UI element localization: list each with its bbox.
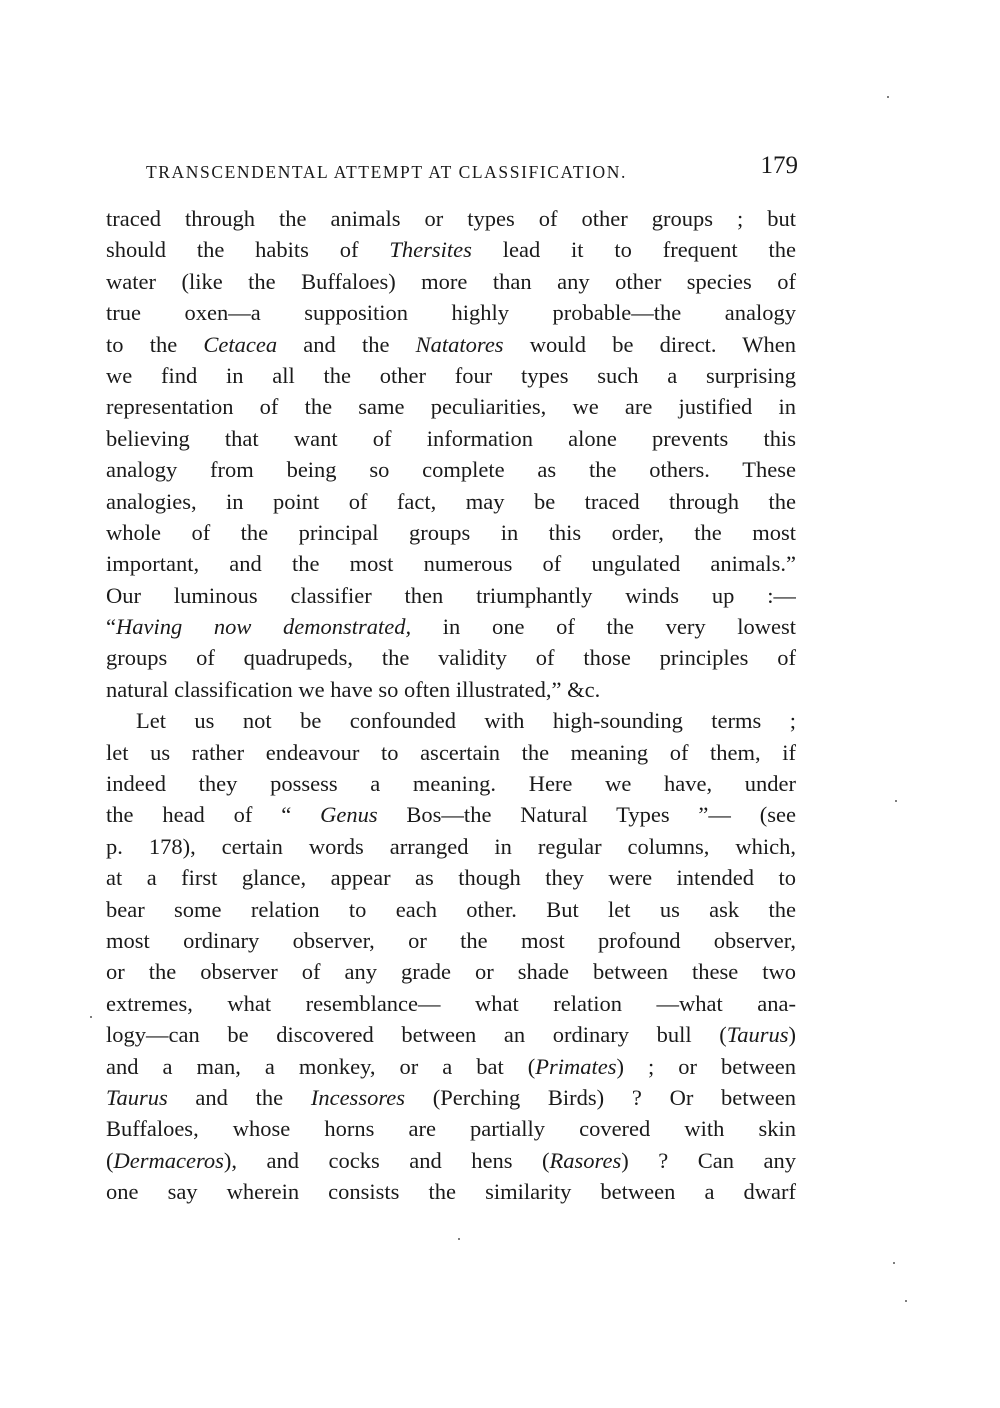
text-line xyxy=(106,234,796,265)
text-run: Our luminous classifier then triumphantly winds up :— xyxy=(106,582,796,608)
text-run: groups of quadrupeds, the validity of those principles of xyxy=(106,645,796,671)
text-run: indeed they possess a meaning. Here we have, under xyxy=(106,771,796,797)
text-run: to the xyxy=(106,331,204,357)
text-run: logy—can be discovered between an ordinary bull ( xyxy=(106,1022,727,1048)
text-line xyxy=(106,266,796,297)
text-line xyxy=(106,674,796,705)
text-run: believing that want of information alone prevents this xyxy=(106,425,796,451)
scan-speck xyxy=(458,1238,460,1240)
text-run: and the xyxy=(277,331,416,357)
text-line xyxy=(106,329,796,360)
text-line xyxy=(106,831,796,862)
scan-speck xyxy=(887,96,889,98)
text-run: “ xyxy=(106,614,116,640)
text-run: extremes, what resemblance— what relation —what ana- xyxy=(106,990,796,1016)
text-run: and the xyxy=(167,1084,311,1110)
scan-speck xyxy=(893,1262,895,1264)
text-run: ) ; or between xyxy=(616,1053,796,1079)
text-line xyxy=(106,642,796,673)
text-line xyxy=(106,580,796,611)
text-line xyxy=(106,203,796,234)
text-run: in one of the very lowest xyxy=(411,614,796,640)
text-run: traced through the animals or types of other groups ; but xyxy=(106,206,796,231)
page-number: 179 xyxy=(760,152,798,179)
italic-term: Natatores xyxy=(415,331,504,357)
text-run: or the observer of any grade or shade between these two xyxy=(106,959,796,985)
italic-term: Taurus xyxy=(726,1022,789,1048)
text-run: p. 178), certain words arranged in regular columns, which, xyxy=(106,833,796,859)
text-line xyxy=(106,737,796,768)
italic-term: Dermaceros xyxy=(113,1147,224,1173)
text-run: representation of the same peculiarities, we are justified in xyxy=(106,394,796,420)
text-line xyxy=(106,297,796,328)
text-run: we find in all the other four types such a surprising xyxy=(106,362,796,388)
text-run: analogy from being so complete as the others. These xyxy=(106,457,796,483)
text-run: ) ? Can any xyxy=(621,1147,796,1173)
scan-speck xyxy=(90,1016,92,1018)
text-run: water (like the Buffaloes) more than any other species of xyxy=(106,268,796,294)
text-run: one say wherein consists the similarity between a dwarf xyxy=(106,1179,796,1205)
italic-term: Taurus xyxy=(106,1084,168,1110)
text-line xyxy=(106,956,796,987)
running-head xyxy=(146,152,798,188)
text-run: would be direct. When xyxy=(503,331,796,357)
text-run: most ordinary observer, or the most profound observer, xyxy=(106,927,796,953)
text-run: and a man, a monkey, or a bat ( xyxy=(106,1053,536,1079)
text-run: natural classification we have so often illustrated,” &c. xyxy=(106,676,601,702)
text-run: lead it to frequent the xyxy=(471,237,796,263)
text-line xyxy=(106,548,796,579)
text-run: should the habits of xyxy=(106,237,390,263)
text-line xyxy=(106,862,796,893)
text-line xyxy=(106,768,796,799)
italic-term: Primates xyxy=(535,1053,617,1079)
text-line xyxy=(106,925,796,956)
text-run: let us rather endeavour to ascertain the meaning of them, if xyxy=(106,739,796,765)
italic-term: Rasores xyxy=(549,1147,622,1173)
scan-speck xyxy=(905,1300,907,1302)
italic-term: Thersites xyxy=(389,237,472,263)
text-line xyxy=(106,799,796,830)
text-run: whole of the principal groups in this order, the most xyxy=(106,519,796,545)
text-run: (Perching Birds) ? Or between xyxy=(405,1084,796,1110)
text-run: important, and the most numerous of ungulated animals.” xyxy=(106,551,796,577)
text-line xyxy=(106,391,796,422)
text-line xyxy=(106,360,796,391)
text-run: ( xyxy=(106,1147,114,1173)
text-run: true oxen—a supposition highly probable—the analogy xyxy=(106,300,796,326)
text-line xyxy=(106,705,796,736)
text-line xyxy=(106,486,796,517)
text-run: ), and cocks and hens ( xyxy=(223,1147,550,1173)
text-line xyxy=(106,1113,796,1144)
text-line xyxy=(106,1145,796,1176)
italic-term: Cetacea xyxy=(203,331,278,357)
text-run: Let us not be confounded with high-sounding terms ; xyxy=(136,708,796,734)
text-run: Bos—the Natural Types ”— (see xyxy=(377,802,796,828)
text-run: the head of “ xyxy=(106,802,321,828)
italic-term: Having now demonstrated, xyxy=(116,614,412,640)
scan-speck xyxy=(895,800,897,802)
text-run: bear some relation to each other. But let us ask the xyxy=(106,896,796,922)
text-line xyxy=(106,1051,796,1082)
text-line xyxy=(106,454,796,485)
italic-term: Incessores xyxy=(310,1084,405,1110)
text-line xyxy=(106,1082,796,1113)
text-run: ) xyxy=(788,1022,796,1048)
text-run: at a first glance, appear as though they were intended to xyxy=(106,865,796,891)
text-run: analogies, in point of fact, may be traced through the xyxy=(106,488,796,514)
italic-term: Genus xyxy=(320,802,378,828)
text-line xyxy=(106,423,796,454)
body-text xyxy=(106,203,796,1208)
text-line xyxy=(106,1019,796,1050)
text-run: Buffaloes, whose horns are partially covered with skin xyxy=(106,1116,796,1142)
text-line xyxy=(106,1176,796,1207)
text-line xyxy=(106,894,796,925)
text-line xyxy=(106,988,796,1019)
text-line xyxy=(106,517,796,548)
running-title: TRANSCENDENTAL ATTEMPT AT CLASSIFICATION. xyxy=(146,162,627,182)
text-line xyxy=(106,611,796,642)
